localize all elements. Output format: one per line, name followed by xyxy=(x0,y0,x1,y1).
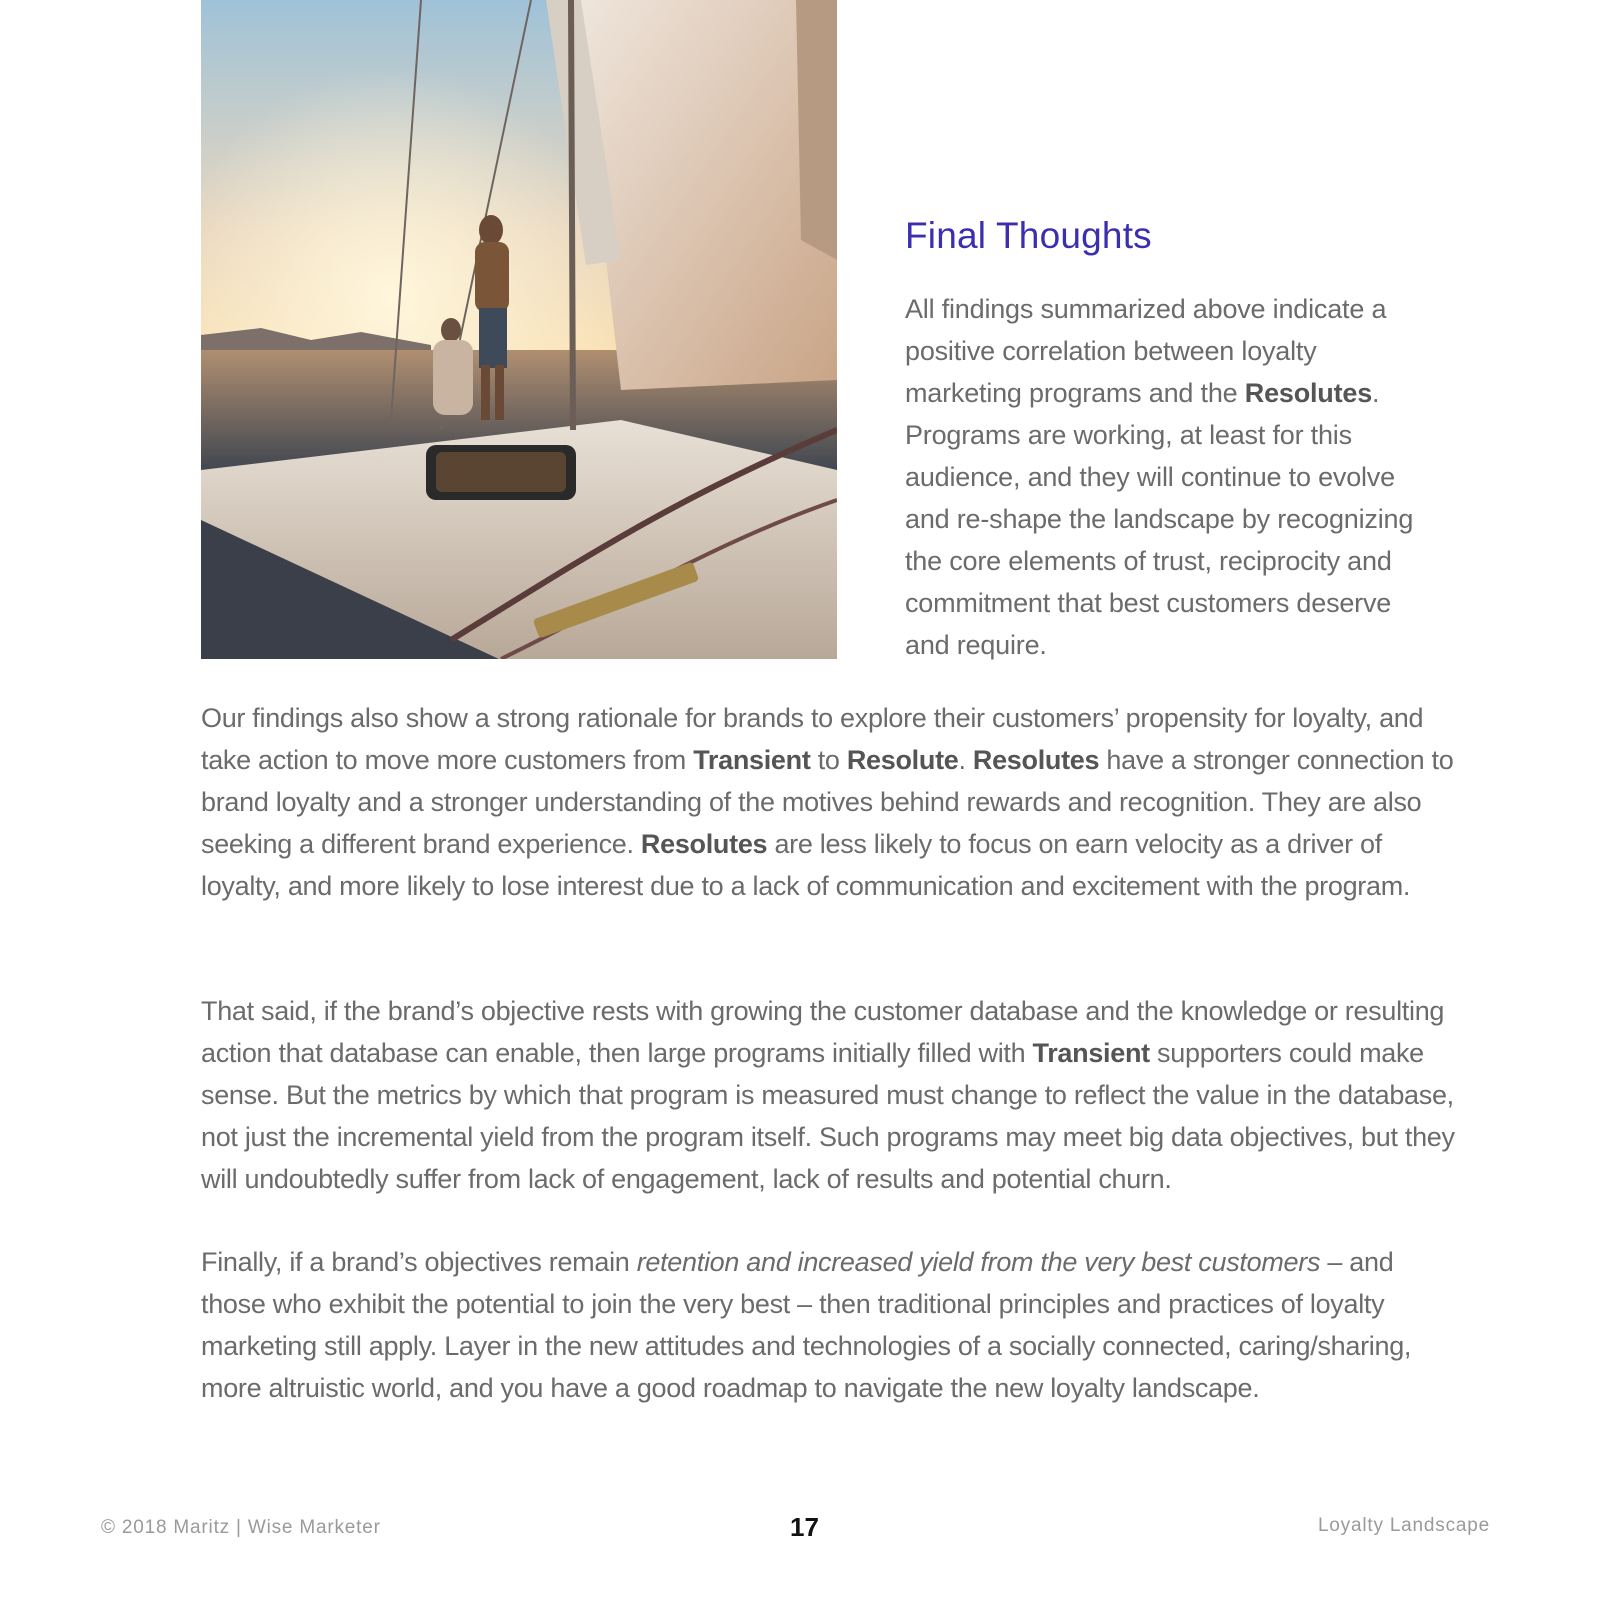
page-number: 17 xyxy=(790,1512,819,1542)
intro-paragraph: All findings summarized above indicate a positive correlation between loyalty marketing programs and the Resolutes. Programs are working, at least for this audience, and they will continue to evolve and re-shape the landscape by recognizing the core elements of trust, reciprocity and commitment that best customers deserve and require. xyxy=(905,294,1414,660)
body-paragraph-1: Our findings also show a strong rationale for brands to explore their customers’ propensity for loyalty, and take action to move more customers from Transient to Resolute. Resolutes have a stronger connection to brand loyalty and a stronger understanding of the motives behind rewards and recognition. They are also seeking a different brand experience. Resolutes are less likely to focus on earn velocity as a driver of loyalty, and more likely to lose interest due to a lack of communication and excitement with the program. xyxy=(201,703,1454,901)
sailboat-photo xyxy=(201,0,837,659)
section-heading: Final Thoughts xyxy=(905,215,1152,256)
footer-publication-title: Loyalty Landscape xyxy=(1317,1515,1490,1536)
footer-copyright: © 2018 Maritz | Wise Marketer xyxy=(101,1517,381,1538)
body-paragraph-3: Finally, if a brand’s objectives remain retention and increased yield from the very best customers – and those who exhibit the potential to join the very best – then traditional principles and practices of loyalty marketing still apply. Layer in the new attitudes and technologies of a socially connected, caring/sharing, more altruistic world, and you have a good roadmap to navigate the new loyalty landscape. xyxy=(201,1247,1412,1403)
body-paragraph-2: That said, if the brand’s objective rests with growing the customer database and the knowledge or resulting action that database can enable, then large programs initially filled with Transient supporters could make sense. But the metrics by which that program is measured must change to reflect the value in the database, not just the incremental yield from the program itself. Such programs may meet big data objectives, but they will undoubtedly suffer from lack of engagement, lack of results and potential churn. xyxy=(201,996,1455,1194)
